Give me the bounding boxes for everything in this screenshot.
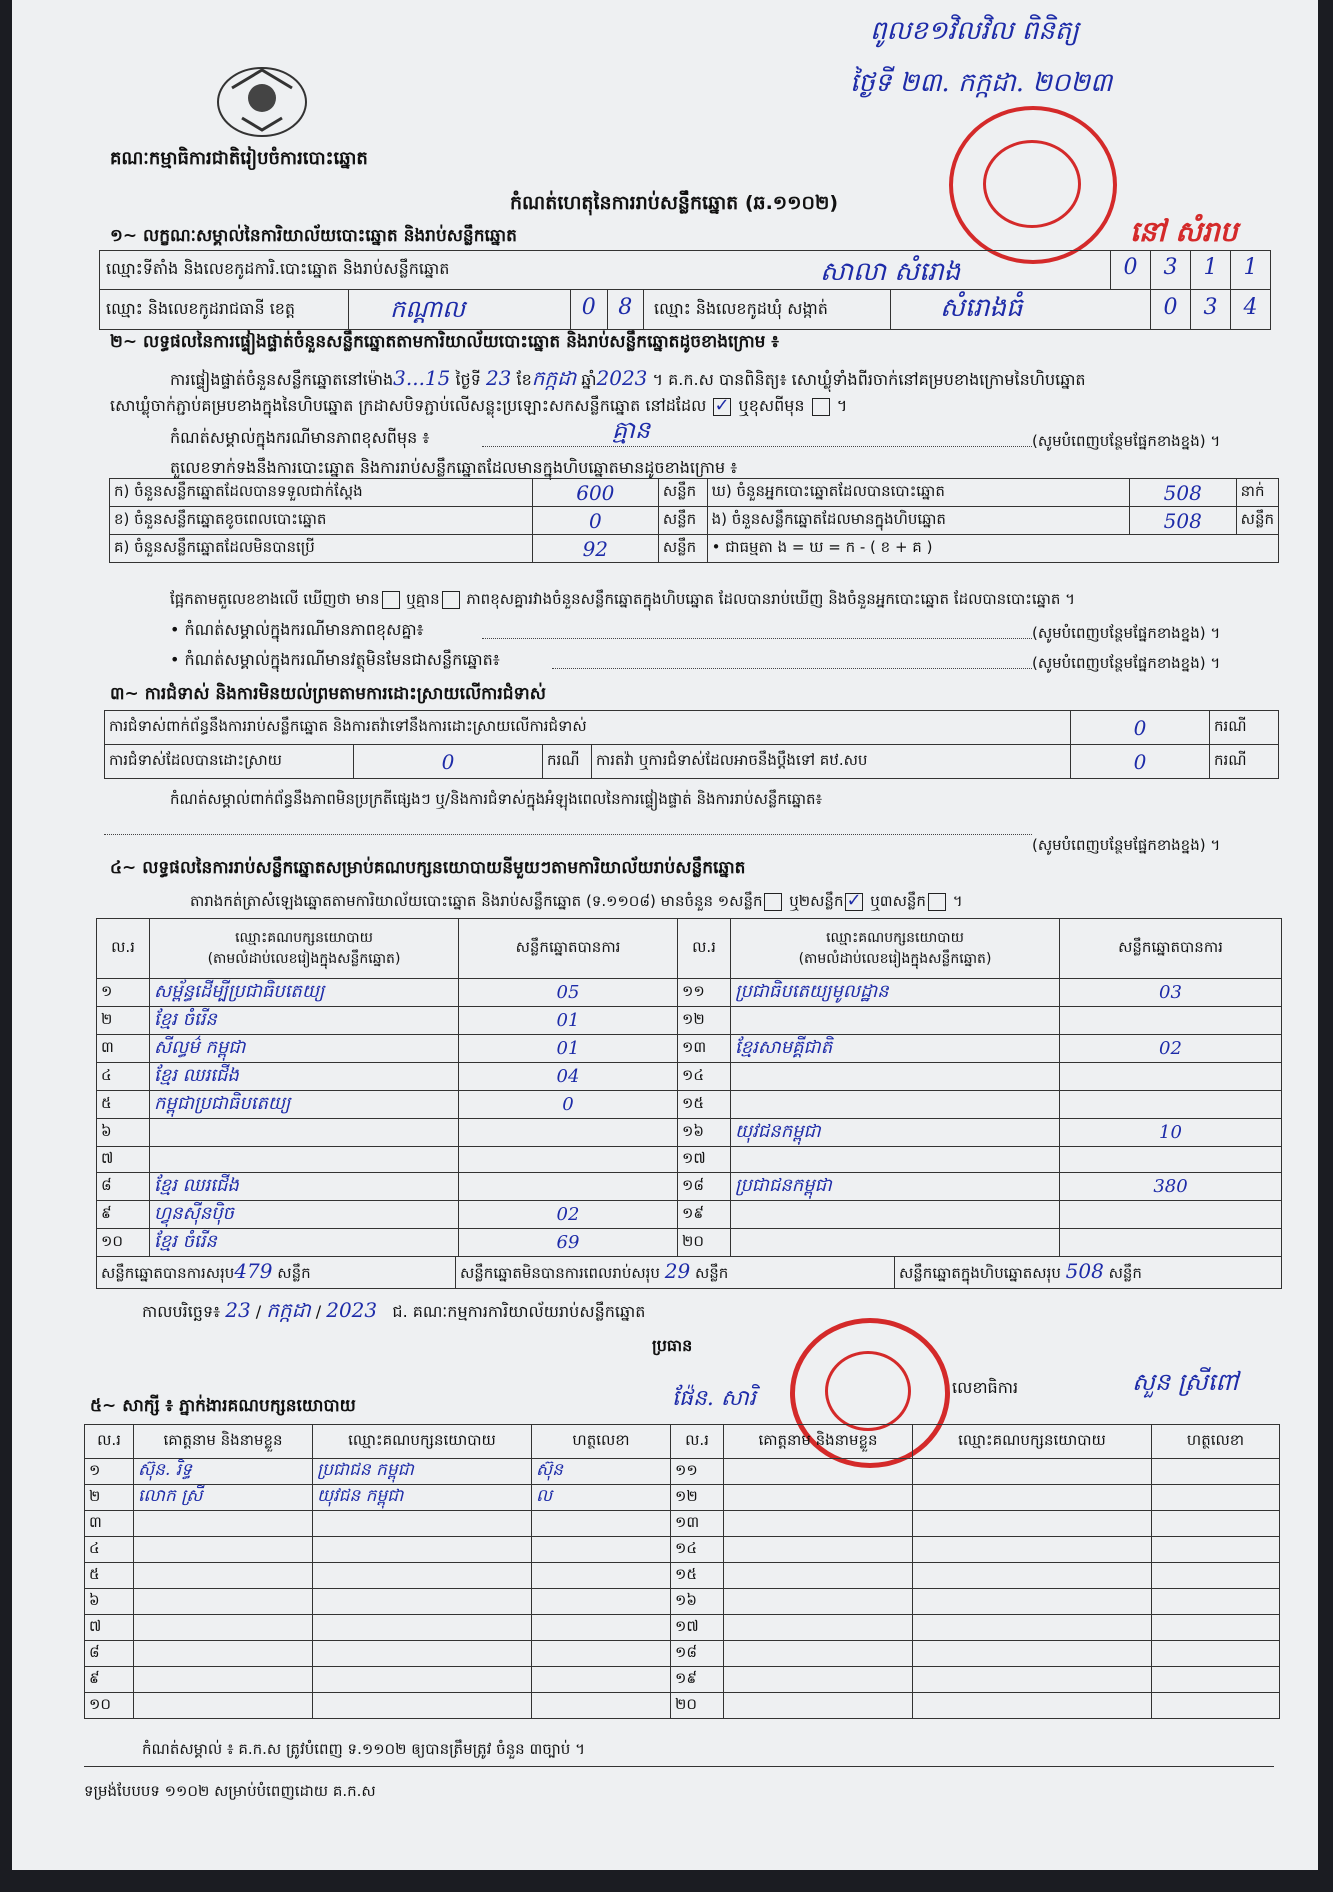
witness-name: លោក ស្រី (134, 1485, 313, 1511)
compare-line: ផ្អែកតាមតួលេខខាងលើ ឃើញថា មាន ឬគ្មាន ភាពខុសគ្នារវាងចំនួនសន្លឹកឆ្នោតក្នុងហិបឆ្នោត ដែលបានរាប់ឃើញ និងចំនួនអ្នកបោះឆ្នោត ដែលបានបោះឆ្នោត ។ (170, 590, 1076, 608)
witness-name (134, 1641, 313, 1667)
row-number: ១០ (97, 1229, 150, 1257)
vote-count: 10 (1060, 1119, 1282, 1147)
handwritten-date: ថ្ងៃទី ២៣. កក្កដា. ២០២៣ (850, 68, 1113, 98)
verify-line-2: សោឃ្លុំចាក់ភ្ជាប់គម្របខាងក្នុងនៃហិបឆ្នោត ក្រដាសបិទភ្ជាប់លើសន្លុះប្រឡោះសកសន្លឹកឆ្នោត នៅដដែល ✓ ឬខុសពីមុន ។ (110, 396, 847, 416)
witness-name (134, 1511, 313, 1537)
resolved-label: ការជំទាស់ដែលបានដោះស្រាយ (105, 745, 354, 779)
totals-table: សន្លឹកឆ្នោតបានការសរុប479 សន្លឹក សន្លឹកឆ្នោតមិនបានការពេលរាប់សរុប 29 សន្លឹក សន្លឹកឆ្នោតក្នុងហិបឆ្នោតសរុប 508 សន្លឹក (96, 1256, 1282, 1289)
witness-table: ល.រ គោត្តនាម និងនាមខ្លួន ឈ្មោះគណបក្សនយោបាយ ហត្ថលេខា ល.រ គោត្តនាម និងនាមខ្លួន ឈ្មោះគណបក្សនយោបាយ ហត្ថលេខា ១ ស៊ុន. រិទ្ធ ប្រជាជន កម្ពុជា ស៊ុន ១១ ២ លោក ស្រី យុវជន កម្ពុជា ល ១២ ៣ ១៣ ៤ ១៤ ៥ ១៥ ៦ ១៦ ៧ ១៧ ៨ ១៨ ៩ ១៩ ១០ ២០ (84, 1424, 1280, 1719)
witness-party: យុវជន កម្ពុជា (313, 1485, 532, 1511)
row-number: ១៦ (671, 1589, 724, 1615)
province-label: ឈ្មោះ និងលេខកូដរាជធានី ខេត្ត (106, 299, 296, 318)
form-sheet (12, 0, 1318, 1870)
appeal-value: 0 (1071, 745, 1210, 779)
witness-signature (1152, 1667, 1280, 1693)
row-number: ២ (85, 1485, 134, 1511)
witness-party (313, 1641, 532, 1667)
witness-party (913, 1693, 1152, 1719)
commune-label: ឈ្មោះ និងលេខកូដឃុំ សង្កាត់ (654, 299, 828, 318)
objections-label: ការជំទាស់ពាក់ព័ន្ធនឹងការរាប់សន្លឹកឆ្នោត និងការតវ៉ាទៅនឹងការដោះស្រាយលើការជំទាស់ (105, 711, 1071, 745)
witness-name (134, 1537, 313, 1563)
witness-signature (1152, 1485, 1280, 1511)
objections-value: 0 (1071, 711, 1210, 745)
witness-party (913, 1615, 1152, 1641)
row-number: ១៤ (671, 1537, 724, 1563)
witness-signature (532, 1693, 671, 1719)
table-row (85, 1589, 1280, 1615)
footnote: កំណត់សម្គាល់ ៖ គ.ក.ស ត្រូវបំពេញ ទ.១១០២ ឲ្យបានត្រឹមត្រូវ ចំនួន ៣ច្បាប់ ។ (142, 1740, 585, 1758)
row-number: ៧ (85, 1615, 134, 1641)
witness-party (313, 1615, 532, 1641)
row-number: ១៦ (678, 1119, 731, 1147)
row-number: ៦ (85, 1589, 134, 1615)
witness-signature (532, 1615, 671, 1641)
table-row (97, 979, 1282, 1007)
vote-count: 02 (1060, 1035, 1282, 1063)
figures-table (109, 478, 1279, 563)
witness-name (724, 1667, 913, 1693)
secretary-name: សួន ស្រីពៅ (1132, 1368, 1239, 1396)
two-sheets-checkbox[interactable] (845, 893, 863, 911)
row-number: ១១ (678, 979, 731, 1007)
party-name: សម្ព័ន្ធដើម្បីប្រជាធិបតេយ្យ (150, 979, 459, 1007)
party-name (731, 1201, 1060, 1229)
same-checkbox[interactable] (713, 398, 731, 416)
witness-name (134, 1589, 313, 1615)
president-title: ប្រធាន (652, 1336, 693, 1355)
witness-signature (1152, 1641, 1280, 1667)
difference-note-value: គ្មាន (612, 416, 651, 444)
irregularities-note: កំណត់សម្គាល់ពាក់ព័ន្ធនឹងភាពមិនប្រក្រតីផ្សេងៗ ឬ/និងការជំទាស់ក្នុងអំឡុងពេលនៃការផ្ទៀងផ្ទាត់ និងការរាប់សន្លឹកឆ្នោត៖ (170, 790, 823, 808)
section-3-title: ៣~ ការជំទាស់ និងការមិនយល់ព្រមតាមការដោះស្រាយលើការជំទាស់ (110, 684, 546, 704)
three-sheets-checkbox[interactable] (928, 893, 946, 911)
resolved-value: 0 (354, 745, 543, 779)
witness-party (913, 1589, 1152, 1615)
row-number: ២០ (678, 1229, 731, 1257)
table-row (97, 1229, 1282, 1257)
witness-name (724, 1693, 913, 1719)
commune-value: សំរោងធំ (940, 293, 1023, 323)
party-name: ខ្មែរ ចំរើន (150, 1229, 459, 1257)
section-5-title: ៥~ សាក្សី ៖ ភ្នាក់ងារគណបក្សនយោបាយ (90, 1396, 356, 1416)
commune-code: 0 3 4 (1150, 289, 1270, 329)
row-number: ១៨ (671, 1641, 724, 1667)
vote-count: 04 (459, 1063, 678, 1091)
vote-count (1060, 1063, 1282, 1091)
form-title: កំណត់ហេតុនៃការរាប់សន្លឹកឆ្នោត (ឆ.១១០២) (510, 192, 839, 214)
total-valid: 479 (234, 1259, 273, 1283)
party-name: ប្រជាធិបតេយ្យមូលដ្ឋាន (731, 979, 1060, 1007)
row-number: ១៥ (671, 1563, 724, 1589)
witness-signature (1152, 1615, 1280, 1641)
party-name: កម្ពុជាប្រជាធិបតេយ្យ (150, 1091, 459, 1119)
row-number: ២០ (671, 1693, 724, 1719)
witness-name (724, 1511, 913, 1537)
witness-name (724, 1537, 913, 1563)
stamp-handwritten: នៅ សំរាប (1130, 215, 1238, 248)
total-in-box: 508 (1065, 1259, 1104, 1283)
irregularities-line (104, 834, 1032, 835)
table-row (97, 1007, 1282, 1035)
party-name (731, 1229, 1060, 1257)
difference-note-label: កំណត់សម្គាល់ក្នុងករណីមានភាពខុសពីមុន ៖ (170, 428, 430, 447)
witness-signature: ស៊ុន (532, 1459, 671, 1485)
table-row (85, 1667, 1280, 1693)
different-checkbox[interactable] (812, 398, 830, 416)
figures-intro: តួលេខទាក់ទងនឹងការបោះឆ្នោត និងការរាប់សន្លឹកឆ្នោតដែលមានក្នុងហិបឆ្នោតមានដូចខាងក្រោម ៖ (170, 458, 738, 477)
row-number: ២ (97, 1007, 150, 1035)
section-1-box (99, 250, 1271, 330)
witness-signature (1152, 1537, 1280, 1563)
witness-signature (532, 1667, 671, 1693)
witness-signature (532, 1511, 671, 1537)
vote-count: 380 (1060, 1173, 1282, 1201)
party-name (731, 1147, 1060, 1173)
vote-count: 0 (459, 1091, 678, 1119)
date-line: កាលបរិច្ឆេទ៖ 23 / កក្កដា / 2023 ជ. គណៈកម្មការការិយាល័យរាប់សន្លឹកឆ្នោត (142, 1298, 646, 1322)
party-name (731, 1007, 1060, 1035)
witness-party (913, 1667, 1152, 1693)
party-name: សីល្ធម៌ កម្ពុជា (150, 1035, 459, 1063)
party-name (150, 1119, 459, 1147)
location-value: សាលា សំរោង (820, 257, 961, 287)
row-number: ៥ (97, 1091, 150, 1119)
party-name: ហ្វុនស៊ីនប៉ិច (150, 1201, 459, 1229)
witness-name (724, 1615, 913, 1641)
fill-hint-4: (សូមបំពេញបន្ថែមផ្នែកខាងខ្នង) ។ (1032, 836, 1221, 854)
row-number: ១១ (671, 1459, 724, 1485)
vote-count (1060, 1229, 1282, 1257)
row-number: ១៣ (678, 1035, 731, 1063)
vote-count (1060, 1147, 1282, 1173)
row-number: ១៣ (671, 1511, 724, 1537)
row-number: ១៩ (678, 1201, 731, 1229)
has-difference-checkbox[interactable] (382, 591, 400, 609)
vote-count: 01 (459, 1035, 678, 1063)
verify-line-1: ការផ្ទៀងផ្ទាត់ចំនួនសន្លឹកឆ្នោតនៅម៉ោង3...15 ថ្ងៃទី 23 ខែកក្កដា ឆ្នាំ2023 ។ គ.ក.ស បានពិនិត្យ៖ សោឃ្លុំទាំងពីរចាក់នៅគម្របខាងក្រោមនៃហិបឆ្នោត (170, 366, 1086, 390)
witness-party (913, 1641, 1152, 1667)
table-row (85, 1537, 1280, 1563)
row-number: ១៥ (678, 1091, 731, 1119)
witness-party (913, 1563, 1152, 1589)
table-row (85, 1485, 1280, 1511)
location-code: 0 3 1 1 (1110, 251, 1270, 289)
party-name (731, 1063, 1060, 1091)
objections-table: ការជំទាស់ពាក់ព័ន្ធនឹងការរាប់សន្លឹកឆ្នោត និងការតវ៉ាទៅនឹងការដោះស្រាយលើការជំទាស់ 0 ករណី ការជំទាស់ដែលបានដោះស្រាយ 0 ករណី ការតវ៉ា ឬការជំទាស់ដែលអាចនឹងប្តឹងទៅ គឋ.សប 0 ករណី (104, 710, 1279, 779)
witness-signature (1152, 1563, 1280, 1589)
witness-signature (532, 1589, 671, 1615)
bullet-difference-line (482, 638, 1032, 639)
row-number: ៨ (97, 1173, 150, 1201)
party-name (731, 1091, 1060, 1119)
row-number: ៧ (97, 1147, 150, 1173)
party-name: ខ្មែរ ចំរើន (150, 1007, 459, 1035)
row-number: ៨ (85, 1641, 134, 1667)
witness-signature (1152, 1511, 1280, 1537)
witness-party (313, 1537, 532, 1563)
province-value: កណ្តាល (390, 295, 465, 323)
witness-name (724, 1641, 913, 1667)
vote-count: 01 (459, 1007, 678, 1035)
witness-party (313, 1667, 532, 1693)
table-row (97, 1035, 1282, 1063)
row-number: ៤ (97, 1063, 150, 1091)
row-number: ១៧ (671, 1615, 724, 1641)
no-difference-checkbox[interactable] (442, 591, 460, 609)
figures-row: ក) ចំនួនសន្លឹកឆ្នោតដែលបានទទួលជាក់ស្តែង 600 សន្លឹក ឃ) ចំនួនអ្នកបោះឆ្នោតដែលបានបោះឆ្នោត 508 នាក់ (110, 479, 1279, 507)
witness-party (313, 1563, 532, 1589)
party-name: យុវជនកម្ពុជា (731, 1119, 1060, 1147)
row-number: ៩ (85, 1667, 134, 1693)
row-number: ១៩ (671, 1667, 724, 1693)
figures-row: ខ) ចំនួនសន្លឹកឆ្នោតខូចពេលបោះឆ្នោត 0 សន្លឹក ង) ចំនួនសន្លឹកឆ្នោតដែលមានក្នុងហិបឆ្នោត 508 សន្លឹក (110, 507, 1279, 535)
witness-name (724, 1485, 913, 1511)
vote-count (459, 1147, 678, 1173)
table-row (85, 1563, 1280, 1589)
difference-note-line (482, 446, 1032, 447)
vote-count: 69 (459, 1229, 678, 1257)
row-number: ១ (85, 1459, 134, 1485)
table-row (85, 1693, 1280, 1719)
table-row (97, 1201, 1282, 1229)
vote-count: 02 (459, 1201, 678, 1229)
section-4-title: ៤~ លទ្ធផលនៃការរាប់សន្លឹកឆ្នោតសម្រាប់គណបក្សនយោបាយនីមួយៗតាមការិយាល័យរាប់សន្លឹកឆ្នោត (110, 858, 746, 878)
party-name (150, 1147, 459, 1173)
table-row (85, 1511, 1280, 1537)
table-row (97, 1063, 1282, 1091)
row-number: ១២ (671, 1485, 724, 1511)
vote-count (1060, 1007, 1282, 1035)
witness-name (724, 1459, 913, 1485)
table-row (97, 1091, 1282, 1119)
table-row (85, 1641, 1280, 1667)
witness-signature (532, 1563, 671, 1589)
figures-row: គ) ចំនួនសន្លឹកឆ្នោតដែលមិនបានប្រើ 92 សន្លឹក • ជាធម្មតា ង = ឃ = ក - ( ខ + គ ) (110, 535, 1279, 563)
vote-count (1060, 1201, 1282, 1229)
row-number: ៣ (97, 1035, 150, 1063)
witness-party (913, 1485, 1152, 1511)
president-name: ផ៉ែន. សារិ (672, 1386, 756, 1411)
witness-signature (1152, 1693, 1280, 1719)
witness-name (724, 1589, 913, 1615)
witness-party (913, 1537, 1152, 1563)
section-2-title: ២~ លទ្ធផលនៃការផ្ទៀងផ្ទាត់ចំនួនសន្លឹកឆ្នោតតាមការិយាល័យបោះឆ្នោត និងរាប់សន្លឹកឆ្នោតដូចខាងក្រោម ៖ (110, 332, 779, 352)
official-stamp-top (949, 106, 1117, 264)
party-name: ប្រជាជនកម្ពុជា (731, 1173, 1060, 1201)
tally-sheet-count: តារាងកត់ត្រាសំឡេងឆ្នោតតាមការិយាល័យបោះឆ្នោត និងរាប់សន្លឹកឆ្នោត (ទ.១១០៨) មានចំនួន ១សន្លឹក ឬ២សន្លឹក✓ ឬ៣សន្លឹក ។ (190, 892, 963, 911)
witness-signature (532, 1537, 671, 1563)
fill-hint-1: (សូមបំពេញបន្ថែមផ្នែកខាងខ្នង) ។ (1032, 432, 1221, 450)
bullet-difference: • កំណត់សម្គាល់ក្នុងករណីមានភាពខុសគ្នា៖ (170, 620, 424, 639)
witness-name (724, 1563, 913, 1589)
row-number: ១០ (85, 1693, 134, 1719)
handwritten-note: ពូលខ១វិលវិល ពិនិត្យ (870, 16, 1079, 46)
form-footer: ទម្រង់បែបបទ ១១០២ សម្រាប់បំពេញដោយ គ.ក.ស (84, 1782, 376, 1800)
witness-party: ប្រជាជន កម្ពុជា (313, 1459, 532, 1485)
witness-signature (1152, 1589, 1280, 1615)
party-name: ខ្មែរសាមគ្គីជាតិ (731, 1035, 1060, 1063)
witness-party (313, 1511, 532, 1537)
table-row (85, 1615, 1280, 1641)
vote-count (1060, 1091, 1282, 1119)
bullet-non-ballot-line (552, 668, 1032, 669)
row-number: ៦ (97, 1119, 150, 1147)
row-number: ៤ (85, 1537, 134, 1563)
row-number: ៩ (97, 1201, 150, 1229)
witness-name (134, 1693, 313, 1719)
fill-hint-2: (សូមបំពេញបន្ថែមផ្នែកខាងខ្នង) ។ (1032, 624, 1221, 642)
table-row (97, 1119, 1282, 1147)
location-label: ឈ្មោះទីតាំង និងលេខកូដការិ.បោះឆ្នោត និងរាប់សន្លឹកឆ្នោត (106, 259, 450, 278)
witness-party (913, 1459, 1152, 1485)
total-invalid: 29 (664, 1259, 691, 1283)
row-number: ៣ (85, 1511, 134, 1537)
party-results-table: ល.រ ឈ្មោះគណបក្សនយោបាយ (តាមលំដាប់លេខរៀងក្នុងសន្លឹកឆ្នោត) សន្លឹកឆ្នោតបានការ ល.រ ឈ្មោះគណបក្សនយោបាយ (តាមលំដាប់លេខរៀងក្នុងសន្លឹកឆ្នោត) សន្លឹកឆ្នោតបានការ ១ សម្ព័ន្ធដើម្បីប្រជាធិបតេយ្យ 05 ១១ ប្រជាធិបតេយ្យមូលដ្ឋាន 03 ២ ខ្មែរ ចំរើន 01 ១២ ៣ សីល្ធម៌ កម្ពុជា 01 ១៣ ខ្មែរសាមគ្គីជាតិ 02 ៤ ខ្មែរ ឈរជើង 04 ១៤ ៥ កម្ពុជាប្រជាធិបតេយ្យ 0 ១៥ ៦ ១៦ យុវជនកម្ពុជា 10 ៧ ១៧ ៨ ខ្មែរ ឈរជើង ១៨ ប្រជាជនកម្ពុជា 380 ៩ ហ្វុនស៊ីនប៉ិច 02 ១៩ ១០ ខ្មែរ ចំរើន 69 ២០ (96, 918, 1282, 1267)
secretary-label: លេខាធិការ (952, 1378, 1019, 1397)
witness-name (134, 1563, 313, 1589)
vote-count (459, 1173, 678, 1201)
row-number: ១២ (678, 1007, 731, 1035)
row-number: ១៧ (678, 1147, 731, 1173)
vote-count: 03 (1060, 979, 1282, 1007)
witness-party (313, 1589, 532, 1615)
witness-name: ស៊ុន. រិទ្ធ (134, 1459, 313, 1485)
witness-name (134, 1667, 313, 1693)
row-number: ៥ (85, 1563, 134, 1589)
footer-divider (84, 1766, 1274, 1767)
vote-count (459, 1119, 678, 1147)
row-number: ១៨ (678, 1173, 731, 1201)
nec-emblem-icon (212, 58, 312, 138)
bullet-non-ballot: • កំណត់សម្គាល់ក្នុងករណីមានវត្ថុមិនមែនជាសន្លឹកឆ្នោត៖ (170, 650, 500, 669)
row-number: ១ (97, 979, 150, 1007)
witness-signature: ល (532, 1485, 671, 1511)
row-number: ១៤ (678, 1063, 731, 1091)
table-row (85, 1459, 1280, 1485)
witness-signature (1152, 1459, 1280, 1485)
witness-name (134, 1615, 313, 1641)
committee-name: គណៈកម្មាធិការជាតិរៀបចំការបោះឆ្នោត (110, 148, 368, 169)
witness-party (313, 1693, 532, 1719)
witness-party (913, 1511, 1152, 1537)
vote-count: 05 (459, 979, 678, 1007)
province-code: 0 8 (570, 289, 644, 329)
witness-signature (532, 1641, 671, 1667)
appeal-label: ការតវ៉ា ឬការជំទាស់ដែលអាចនឹងប្តឹងទៅ គឋ.សប (592, 745, 1071, 779)
table-row (97, 1147, 1282, 1173)
party-name: ខ្មែរ ឈរជើង (150, 1173, 459, 1201)
one-sheet-checkbox[interactable] (764, 893, 782, 911)
fill-hint-3: (សូមបំពេញបន្ថែមផ្នែកខាងខ្នង) ។ (1032, 654, 1221, 672)
party-name: ខ្មែរ ឈរជើង (150, 1063, 459, 1091)
section-1-title: ១~ លក្ខណៈសម្គាល់នៃការិយាល័យបោះឆ្នោត និងរាប់សន្លឹកឆ្នោត (110, 226, 517, 246)
table-row (97, 1173, 1282, 1201)
